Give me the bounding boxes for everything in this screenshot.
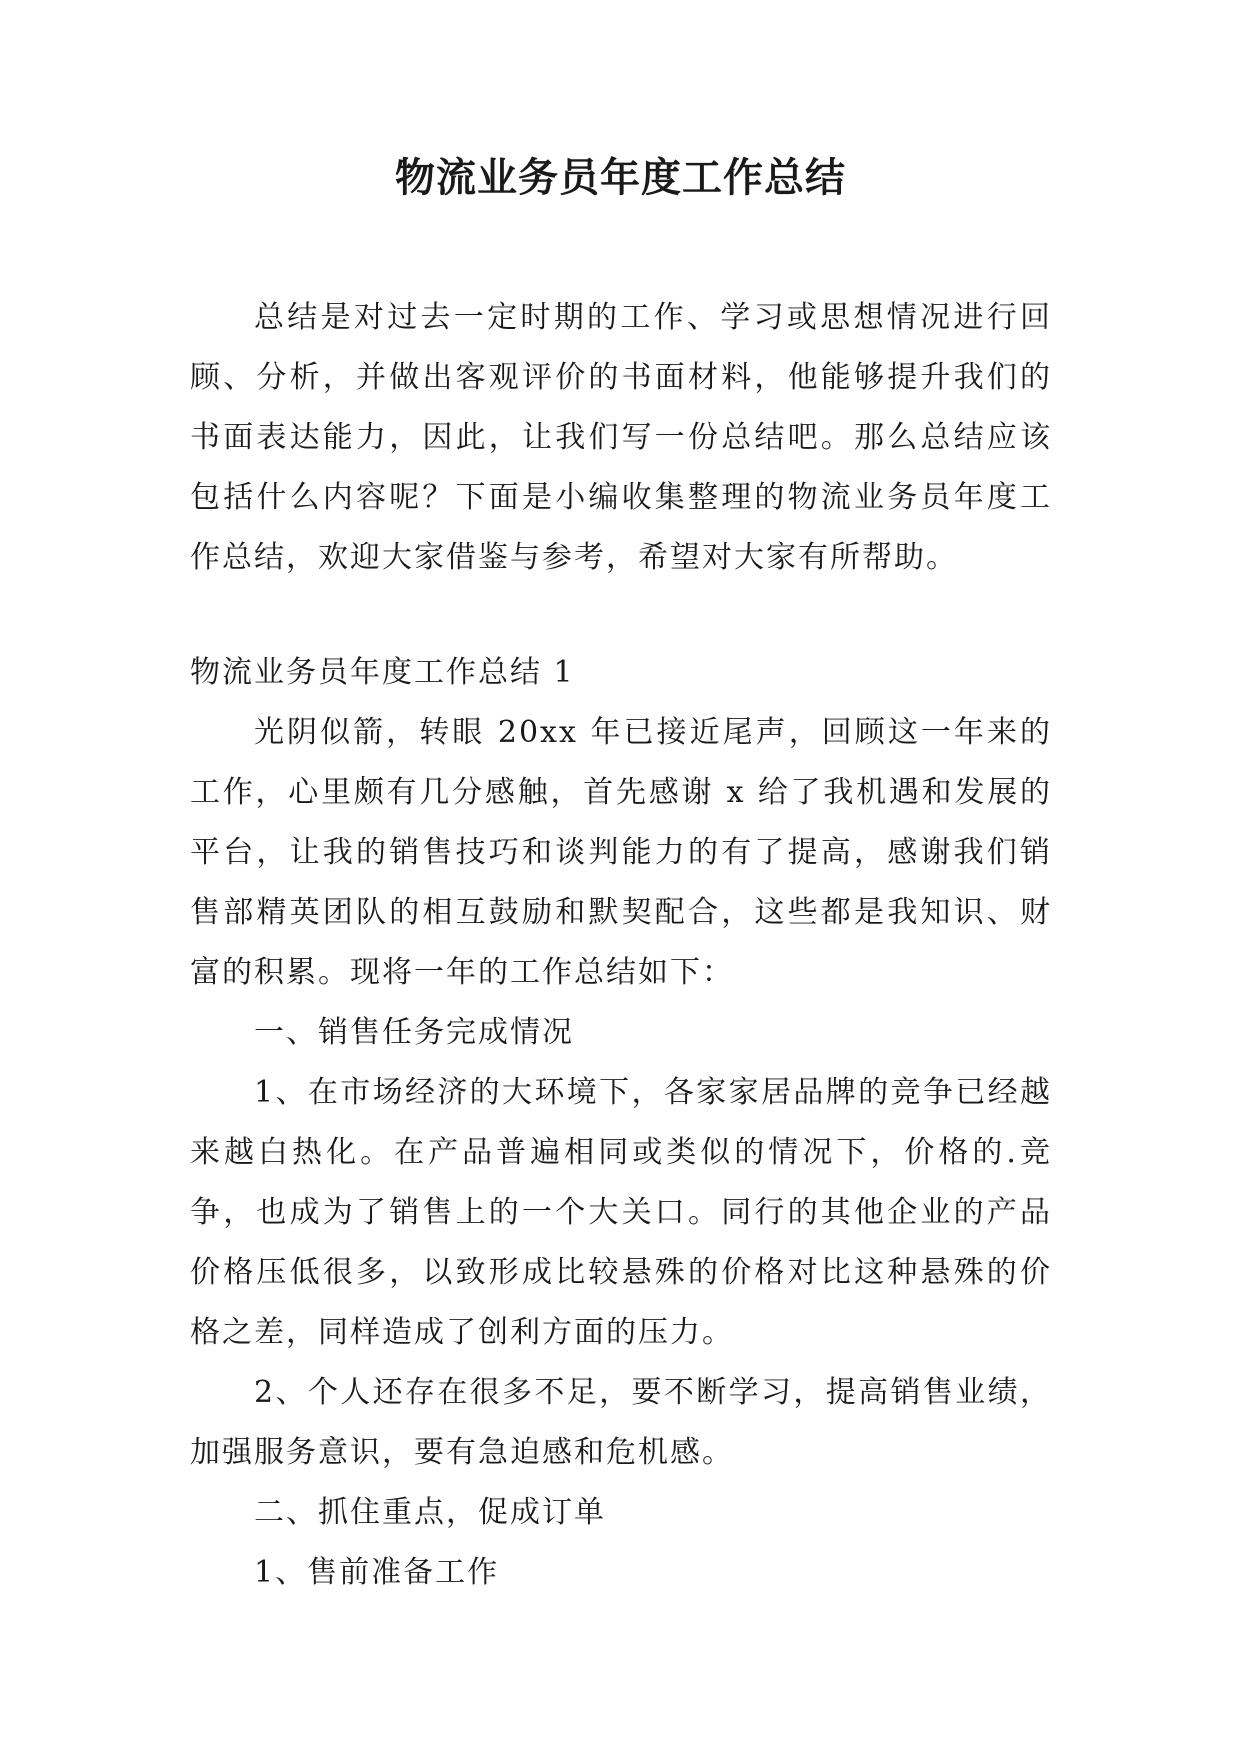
body-paragraph-3: 2、个人还存在很多不足，要不断学习，提高销售业绩，加强服务意识，要有急迫感和危机感。 <box>190 1375 1052 1470</box>
body-paragraph-2: 1、在市场经济的大环境下，各家家居品牌的竞争已经越来越白热化。在产品普遍相同或类似的情况下，价格的.竞争，也成为了销售上的一个大关口。同行的其他企业的产品价格压低很多，以致形成比较悬殊的价格对比这种悬殊的价格之差，同样造成了创利方面的压力。 <box>190 1075 1052 1350</box>
document-body <box>190 288 1052 1603</box>
subheading-sales-task: 一、销售任务完成情况 <box>254 1015 574 1050</box>
paragraph-spacer <box>190 588 1052 643</box>
subheading-orders: 二、抓住重点，促成订单 <box>254 1495 606 1530</box>
section-title: 物流业务员年度工作总结 1 <box>190 655 575 690</box>
document-title: 物流业务员年度工作总结 <box>395 154 846 201</box>
intro-paragraph: 总结是对过去一定时期的工作、学习或思想情况进行回顾、分析，并做出客观评价的书面材料，他能够提升我们的书面表达能力，因此，让我们写一份总结吧。那么总结应该包括什么内容呢？下面是小编收集整理的物流业务员年度工作总结，欢迎大家借鉴与参考，希望对大家有所帮助。 <box>190 300 1052 575</box>
body-paragraph-1: 光阴似箭，转眼 20xx 年已接近尾声，回顾这一年来的工作，心里颇有几分感触，首先感谢 x 给了我机遇和发展的平台，让我的销售技巧和谈判能力的有了提高，感谢我们销售部精英团队的相互鼓励和默契配合，这些都是我知识、财富的积累。现将一年的工作总结如下： <box>190 715 1052 990</box>
subheading-presales: 1、售前准备工作 <box>254 1555 500 1590</box>
